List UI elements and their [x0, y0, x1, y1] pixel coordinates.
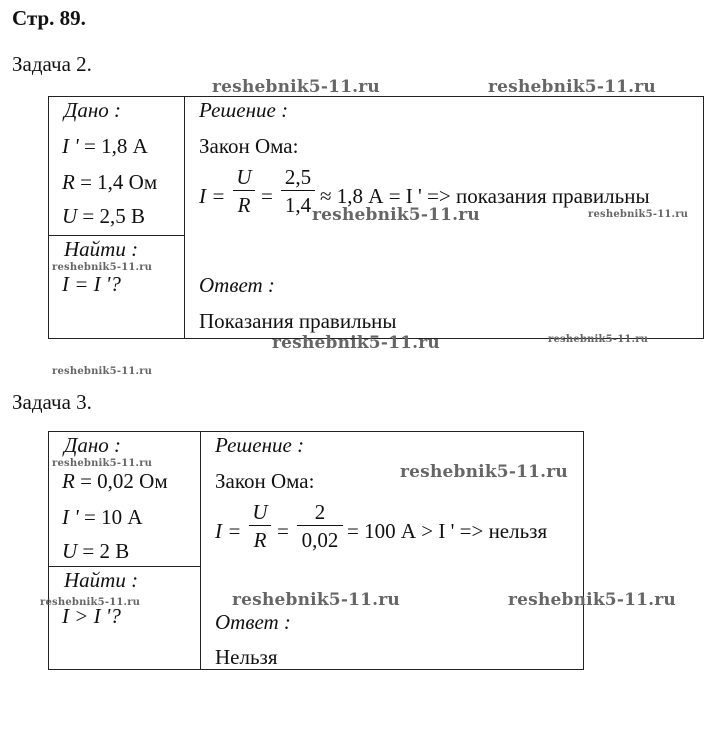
task3-solution-label: Решение :: [215, 433, 305, 457]
task3-formula-lhs: I =: [215, 519, 242, 543]
watermark: reshebnik5-11.ru: [400, 462, 568, 482]
task3-given-label: Дано :: [64, 433, 122, 457]
watermark: reshebnik5-11.ru: [508, 590, 676, 610]
task2-law: Закон Ома:: [199, 134, 299, 158]
task2-fraction-ur: U R: [233, 165, 255, 217]
task2-formula-result: ≈ 1,8 А = I ' => показания правильны: [320, 184, 650, 208]
watermark: reshebnik5-11.ru: [312, 205, 480, 225]
watermark: reshebnik5-11.ru: [232, 590, 400, 610]
task2-find-label: Найти :: [64, 237, 139, 261]
task3-fraction-values: 2 0,02: [297, 500, 343, 552]
watermark: reshebnik5-11.ru: [52, 366, 153, 377]
watermark: reshebnik5-11.ru: [52, 262, 153, 273]
watermark: reshebnik5-11.ru: [488, 77, 656, 97]
task2-fraction-values: 2,5 1,4: [281, 165, 315, 217]
task3-fraction-ur: U R: [249, 500, 271, 552]
task2-given-label: Дано :: [64, 98, 122, 122]
task2-answer: Показания правильны: [199, 309, 397, 333]
task2-answer-label: Ответ :: [199, 273, 275, 297]
task2-given-line-3: U = 2,5 В: [62, 204, 146, 228]
task3-formula-eq: =: [277, 519, 289, 543]
task3-column-divider: [200, 431, 201, 670]
task3-formula-result: = 100 А > I ' => нельзя: [347, 519, 548, 543]
task3-given-line-3: U = 2 В: [62, 539, 130, 563]
task2-heading: Задача 2.: [12, 52, 92, 76]
task3-answer-label: Ответ :: [215, 610, 291, 634]
task2-find-expr: I = I '?: [62, 272, 121, 296]
watermark: reshebnik5-11.ru: [212, 77, 380, 97]
task2-formula-lhs: I =: [199, 184, 226, 208]
task2-column-divider: [184, 96, 185, 339]
task3-find-label: Найти :: [64, 568, 139, 592]
watermark: reshebnik5-11.ru: [548, 334, 649, 345]
page-title: Стр. 89.: [12, 6, 86, 30]
task3-find-expr: I > I '?: [62, 604, 121, 628]
task3-given-line-1: R = 0,02 Ом: [62, 469, 168, 493]
task2-formula-eq: =: [261, 184, 273, 208]
task2-given-line-2: R = 1,4 Ом: [62, 170, 158, 194]
task2-given-divider: [48, 235, 185, 236]
task3-given-divider: [48, 566, 201, 567]
task3-heading: Задача 3.: [12, 390, 92, 414]
task3-law: Закон Ома:: [215, 469, 315, 493]
watermark: reshebnik5-11.ru: [272, 333, 440, 353]
task2-solution-label: Решение :: [199, 98, 289, 122]
watermark: reshebnik5-11.ru: [588, 209, 689, 220]
watermark: reshebnik5-11.ru: [40, 597, 141, 608]
task3-answer: Нельзя: [215, 645, 278, 669]
task3-given-line-2: I ' = 10 А: [62, 505, 143, 529]
watermark: reshebnik5-11.ru: [52, 458, 153, 469]
task2-given-line-1: I ' = 1,8 А: [62, 134, 148, 158]
